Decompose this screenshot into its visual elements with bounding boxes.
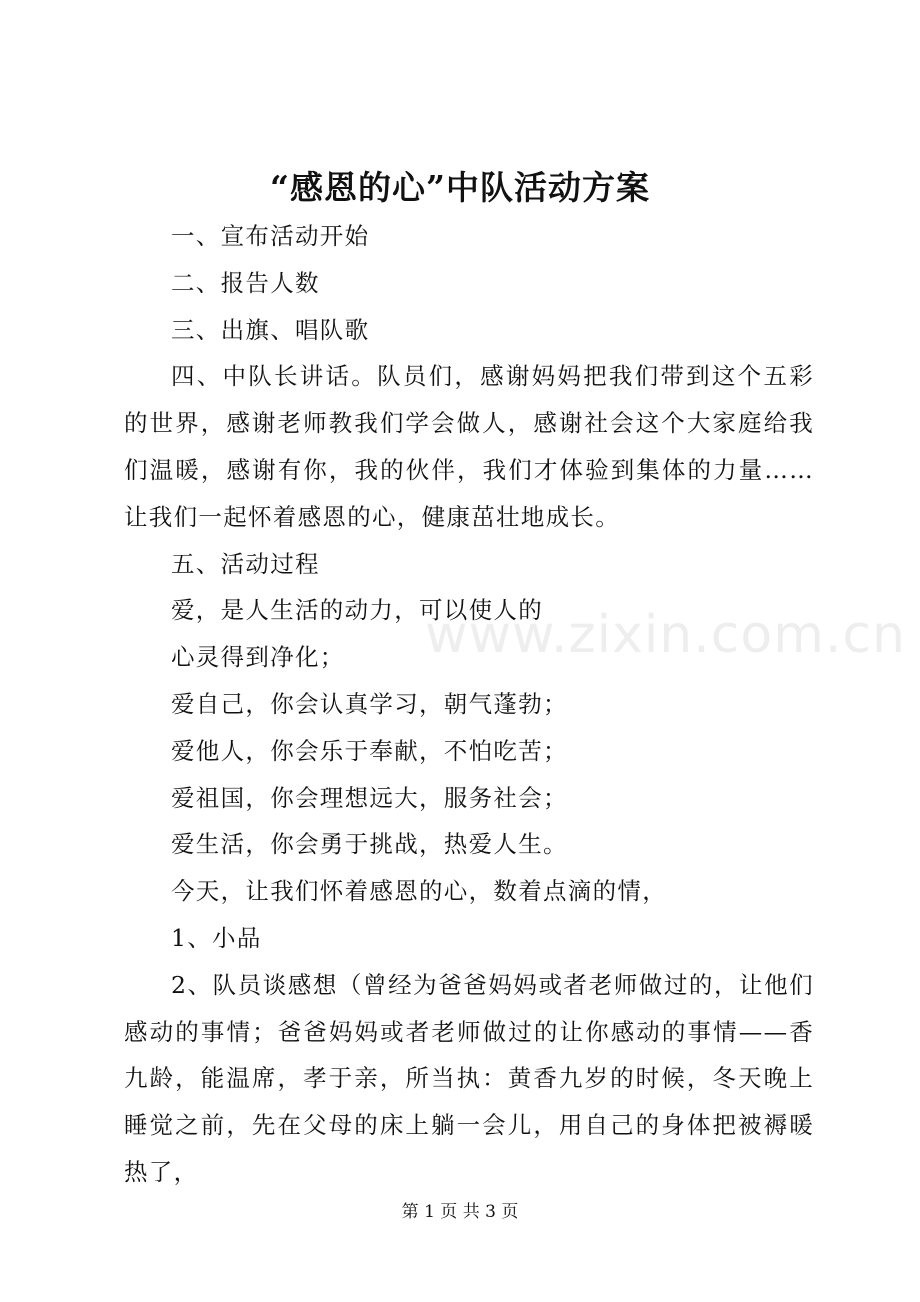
paragraph-love-intro-cont: 心灵得到净化； [171, 643, 345, 672]
paragraph-share-feelings: 2、队员谈感想（曾经为爸爸妈妈或者老师做过的，让他们感动的事情；爸爸妈妈或者老师做过的让你感动的事情——香九龄，能温席，孝于亲，所当执：黄香九岁的时候，冬天晚上睡觉之前，先在父母的床上躺一会儿，用自己的身体把被褥暖热了， [124, 970, 814, 1186]
page-footer: 第 1 页 共 3 页 [401, 1202, 519, 1222]
paragraph-love-country: 爱祖国，你会理想远大，服务社会； [171, 783, 568, 812]
paragraph-activity-process: 五、活动过程 [171, 549, 320, 578]
paragraph-love-life: 爱生活，你会勇于挑战，热爱人生。 [171, 830, 568, 859]
paragraph-love-self: 爱自己，你会认真学习，朝气蓬勃； [171, 689, 568, 718]
paragraph-today: 今天，让我们怀着感恩的心，数着点滴的情， [171, 877, 667, 906]
paragraph-love-intro: 爱，是人生活的动力，可以使人的 [171, 596, 543, 625]
document-title: “感恩的心”中队活动方案 [270, 168, 650, 207]
document-body [124, 213, 814, 1196]
paragraph-leader-speech: 四、中队长讲话。队员们，感谢妈妈把我们带到这个五彩的世界，感谢老师教我们学会做人，感谢社会这个大家庭给我们温暖，感谢有你，我的伙伴，我们才体验到集体的力量……让我们一起怀着感恩的心，健康茁壮地成长。 [124, 362, 814, 531]
paragraph-report-count: 二、报告人数 [171, 268, 320, 297]
paragraph-flag-anthem: 三、出旗、唱队歌 [171, 315, 370, 344]
paragraph-announce-start: 一、宣布活动开始 [171, 222, 370, 250]
watermark: www.zixin.com.cn [425, 605, 906, 665]
paragraph-love-others: 爱他人，你会乐于奉献，不怕吃苦； [171, 736, 568, 765]
paragraph-skit: 1、小品 [171, 923, 262, 952]
